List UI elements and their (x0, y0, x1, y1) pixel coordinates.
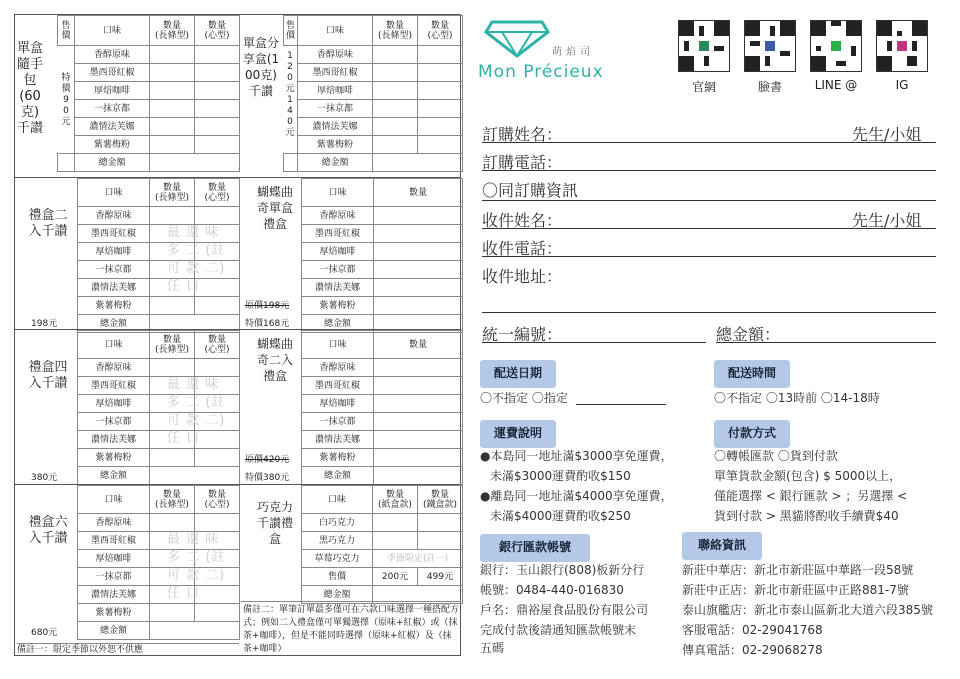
shipping-line: 未滿$4000運費酌收$250 (490, 509, 631, 523)
bank-line: 五碼 (480, 641, 505, 655)
total-amount-label: 總金額： (716, 325, 781, 344)
flavor-cell: 厚焙咖啡 (302, 395, 374, 413)
label-gift-2: 禮盒二入千讃 (28, 208, 68, 239)
contact-line: 新莊中正店：新北市新莊區中正路881-7號 (682, 583, 909, 597)
bank-line: 完成付款後請通知匯款帳號末 (480, 623, 637, 637)
label-butterfly-single: 蝴蝶曲奇單盒禮盒 (256, 185, 293, 231)
qty-input[interactable] (195, 514, 240, 532)
header-qty-long: 數量 (長條型) (150, 486, 195, 514)
block-single-box (15, 15, 460, 177)
header-qty-heart: 數量 (心型) (195, 179, 240, 207)
vat-label: 統一編號： (482, 325, 563, 344)
qty-input[interactable] (150, 449, 195, 467)
flavor-cell: 厚焙咖啡 (78, 550, 150, 568)
note-1: 備註一：限定季節以外恕不供應 (17, 643, 239, 657)
contact-line: 傳真電話：02-29068278 (682, 643, 823, 657)
flavor-cell: 香醇原味 (78, 207, 150, 225)
table-butterfly-double (301, 330, 463, 485)
price-iron: 499元 (418, 568, 463, 586)
header-qty-paper: 數量 (紙盒款) (373, 486, 418, 514)
block-gift-4 (15, 329, 460, 484)
qty-input[interactable] (150, 297, 195, 315)
flavor-cell: 墨西哥紅椒 (302, 377, 374, 395)
order-phone-label: 訂購電話： (482, 153, 563, 172)
qty-input[interactable] (195, 46, 240, 64)
qty-input[interactable] (150, 604, 195, 622)
header-qty-heart: 數量 (心型) (418, 16, 463, 46)
flavor-cell: 墨西哥紅椒 (78, 532, 150, 550)
qty-input[interactable] (373, 100, 418, 118)
total-label: 總金額 (78, 315, 150, 333)
qty-input[interactable] (418, 64, 463, 82)
payment-line: 僅能選擇 < 銀行匯款 > ；另選擇 < (714, 489, 908, 503)
flavor-cell: 厚焙咖啡 (302, 243, 374, 261)
note-2: 備註二：單筆訂單最多僅可在六款口味選擇一種搭配方式；例如二入禮盒僅可單獨選擇（原味+紅椒）或（抹茶+咖啡），但是不能同時選擇（原味+紅椒）及（抹茶+咖啡） (241, 601, 461, 658)
flavor-cell: 濃情法芙娜 (298, 118, 373, 136)
flavor-cell: 香醇原味 (75, 46, 150, 64)
recipient-phone-input[interactable] (482, 256, 936, 257)
payment-line: 單筆貨款金額(包含) $ 5000以上， (714, 469, 902, 483)
flavor-cell: 濃情法芙娜 (78, 431, 150, 449)
order-name-input[interactable] (482, 142, 936, 143)
header-qty-long: 數量 (長條型) (150, 16, 195, 46)
qty-input[interactable] (150, 359, 195, 377)
diamond-logo-icon (484, 16, 550, 58)
bank-line: 銀行：玉山銀行(808)板新分行 (480, 563, 645, 577)
brand-cn: 萌焰司 (552, 47, 594, 58)
qty-input[interactable] (195, 82, 240, 100)
flavor-cell: 紫薯梅粉 (78, 297, 150, 315)
price-paper: 200元 (373, 568, 418, 586)
flavor-cell: 紫薯梅粉 (298, 136, 373, 154)
qty-input[interactable] (418, 46, 463, 64)
qty-input[interactable] (374, 395, 463, 413)
flavor-cell: 厚焙咖啡 (78, 243, 150, 261)
total-input[interactable] (150, 154, 240, 172)
qty-input[interactable] (374, 207, 463, 225)
contact-line: 客服電話：02-29041768 (682, 623, 823, 637)
delivery-date-options[interactable]: 〇不指定 〇指定 (480, 391, 568, 405)
qty-input[interactable] (195, 136, 240, 154)
order-table-panel (14, 14, 461, 656)
flavor-cell: 墨西哥紅椒 (78, 225, 150, 243)
header-qty-long: 數量 (長條型) (373, 16, 418, 46)
flavor-cell: 濃情法芙娜 (75, 118, 150, 136)
info-panel (470, 0, 960, 679)
seasonal-note: 季節限定(註一) (373, 550, 463, 568)
qr-instagram-icon[interactable] (876, 20, 928, 72)
qty-input[interactable] (373, 532, 418, 550)
total-amount-input[interactable] (716, 342, 936, 343)
qty-input[interactable] (150, 514, 195, 532)
qty-input[interactable] (374, 449, 463, 467)
qty-input[interactable] (150, 82, 195, 100)
header-flavor: 口味 (302, 486, 373, 514)
price-120-140: 120元140元 (285, 51, 295, 138)
qty-input[interactable] (195, 118, 240, 136)
payment-title: 付款方式 (714, 420, 790, 448)
qty-input[interactable] (374, 431, 463, 449)
qty-input[interactable] (150, 64, 195, 82)
contact-title: 聯絡資訊 (682, 532, 762, 560)
flavor-cell: 厚焙咖啡 (78, 395, 150, 413)
shipping-line: 未滿$3000運費酌收$150 (490, 469, 631, 483)
qty-input[interactable] (195, 359, 240, 377)
flavor-cell: 濃情法芙娜 (302, 279, 374, 297)
flavor-cell: 厚焙咖啡 (298, 82, 373, 100)
flavor-cell: 一抹京都 (298, 100, 373, 118)
delivery-time-options[interactable]: 〇不指定 〇13時前 〇14-18時 (714, 391, 880, 405)
watermark: 最 還 味 多 二 (註 可 款 二) 任 口 (167, 532, 226, 601)
qty-input[interactable] (374, 261, 463, 279)
payment-line: 貨到付款 > 黑貓將酌收手續費$40 (714, 509, 899, 523)
block-gift-2 (15, 177, 460, 329)
label-chocolate: 巧克力千讃禮盒 (256, 500, 293, 546)
label-single-pack: 單盒隨手包(60克)千讃 (17, 41, 44, 136)
qty-input[interactable] (373, 136, 418, 154)
qr-label: LINE @ (814, 78, 858, 92)
header-qty-long: 數量 (長條型) (150, 179, 195, 207)
header-qty-long: 數量 (長條型) (150, 331, 195, 359)
flavor-cell: 香醇原味 (78, 359, 150, 377)
order-phone-input[interactable] (482, 170, 936, 171)
recipient-name-label: 收件姓名： (482, 211, 563, 230)
total-input[interactable] (374, 467, 463, 485)
shipping-title: 運費說明 (480, 420, 556, 448)
qty-input[interactable] (150, 46, 195, 64)
flavor-cell: 厚焙咖啡 (75, 82, 150, 100)
sale-price: 特價168元 (245, 319, 290, 329)
flavor-cell: 濃情法芙娜 (302, 431, 374, 449)
qty-input[interactable] (150, 100, 195, 118)
flavor-cell: 一抹京都 (78, 261, 150, 279)
title-suffix: 先生/小姐 (852, 125, 922, 144)
flavor-cell: 濃情法芙娜 (78, 586, 150, 604)
brand-name: Mon Précieux (478, 62, 604, 82)
qty-input[interactable] (150, 136, 195, 154)
contact-line: 新莊中華店：新北市新莊區中華路一段58號 (682, 563, 914, 577)
flavor-cell: 紫薯梅粉 (78, 449, 150, 467)
header-flavor: 口味 (75, 16, 150, 46)
qty-input[interactable] (374, 377, 463, 395)
price-90: 特價90元 (61, 73, 71, 127)
label-butterfly-double: 蝴蝶曲奇二入禮盒 (256, 337, 293, 383)
flavor-cell: 墨西哥紅椒 (302, 225, 374, 243)
sale-price: 特價380元 (245, 473, 290, 483)
qty-input[interactable] (373, 514, 418, 532)
qty-input[interactable] (195, 297, 240, 315)
qty-input[interactable] (374, 243, 463, 261)
qty-input[interactable] (374, 297, 463, 315)
flavor-cell: 紫薯梅粉 (302, 449, 374, 467)
header-qty-heart: 數量 (心型) (195, 486, 240, 514)
qty-input[interactable] (373, 46, 418, 64)
same-info-checkbox[interactable]: 〇同訂購資訊 (482, 181, 579, 200)
flavor-cell: 一抹京都 (78, 568, 150, 586)
price-380: 380元 (31, 473, 58, 483)
qty-input[interactable] (150, 118, 195, 136)
qty-input[interactable] (418, 100, 463, 118)
qty-input[interactable] (195, 64, 240, 82)
header-price: 售價 (284, 16, 298, 46)
qty-input[interactable] (373, 82, 418, 100)
header-flavor: 口味 (298, 16, 373, 46)
total-input[interactable] (150, 467, 240, 485)
header-flavor: 口味 (302, 179, 374, 207)
flavor-cell: 黑巧克力 (302, 532, 373, 550)
order-name-label: 訂購姓名： (482, 125, 563, 144)
header-flavor: 口味 (78, 179, 150, 207)
qr-facebook-icon[interactable] (744, 20, 796, 72)
bank-line: 戶名：鼎裕屋食品股份有限公司 (480, 603, 649, 617)
price-label: 售價 (302, 568, 373, 586)
qty-input[interactable] (150, 207, 195, 225)
table-chocolate (301, 485, 463, 604)
watermark: 最 還 味 多 二 (註 可 款 二) 任 口 (167, 377, 226, 446)
qty-input[interactable] (195, 100, 240, 118)
bank-line: 帳號：0484-440-016830 (480, 583, 624, 597)
qty-input[interactable] (418, 136, 463, 154)
qty-input[interactable] (418, 82, 463, 100)
watermark: 最 還 味 多 二 (註 可 款 二) 任 口 (167, 225, 226, 294)
payment-options[interactable]: 〇轉帳匯款 〇貨到付款 (714, 449, 838, 463)
label-gift-4: 禮盒四入千讃 (28, 360, 68, 391)
divider (482, 200, 936, 201)
recipient-name-input[interactable] (482, 228, 936, 229)
delivery-date-input[interactable] (576, 404, 666, 405)
flavor-cell: 白巧克力 (302, 514, 373, 532)
header-qty-iron: 數量 (鐵盒款) (418, 486, 463, 514)
header-price: 售價 (58, 16, 75, 46)
qr-line-icon[interactable] (810, 20, 862, 72)
table-single-right (283, 15, 463, 172)
label-gift-6: 禮盒六入千讃 (28, 515, 68, 546)
price-680: 680元 (31, 628, 58, 638)
contact-line: 泰山旗艦店：新北市泰山區新北大道六段385號 (682, 603, 933, 617)
address-input[interactable] (482, 312, 936, 313)
flavor-cell: 香醇原味 (298, 46, 373, 64)
flavor-cell: 草莓巧克力 (302, 550, 373, 568)
qty-input[interactable] (195, 449, 240, 467)
shipping-line: ●本島同一地址滿$3000享免運費， (480, 449, 673, 463)
qty-input[interactable] (374, 413, 463, 431)
total-label: 總金額 (298, 154, 373, 172)
flavor-cell: 濃情法芙娜 (78, 279, 150, 297)
header-flavor: 口味 (78, 486, 150, 514)
header-flavor: 口味 (302, 331, 374, 359)
shipping-line: ●離島同一地址滿$4000享免運費， (480, 489, 673, 503)
qty-input[interactable] (195, 207, 240, 225)
total-label: 總金額 (302, 467, 374, 485)
recipient-phone-label: 收件電話： (482, 239, 563, 258)
address-label: 收件地址： (482, 267, 563, 286)
flavor-cell: 紫薯梅粉 (78, 604, 150, 622)
total-input[interactable] (373, 154, 463, 172)
qr-label: IG (895, 78, 909, 92)
orig-price: 原價198元 (245, 301, 290, 311)
delivery-date-title: 配送日期 (480, 360, 556, 388)
flavor-cell: 一抹京都 (302, 413, 374, 431)
table-single-left (57, 15, 240, 172)
qty-input[interactable] (418, 118, 463, 136)
label-share-box: 單盒分享盒(100克)千讃 (242, 36, 280, 98)
total-input[interactable] (150, 622, 240, 640)
qty-input[interactable] (373, 64, 418, 82)
block-gift-6 (15, 484, 460, 657)
price-198: 198元 (31, 319, 58, 329)
flavor-cell: 墨西哥紅椒 (75, 64, 150, 82)
qty-input[interactable] (373, 118, 418, 136)
header-qty-heart: 數量 (心型) (195, 331, 240, 359)
qty-input[interactable] (374, 359, 463, 377)
header-qty: 數量 (374, 179, 463, 207)
header-qty: 數量 (374, 331, 463, 359)
total-label: 總金額 (78, 467, 150, 485)
orig-price: 原價420元 (245, 455, 290, 465)
flavor-cell: 墨西哥紅椒 (78, 377, 150, 395)
bank-title: 銀行匯款帳號 (480, 534, 590, 562)
flavor-cell: 紫薯梅粉 (75, 136, 150, 154)
title-suffix: 先生/小姐 (852, 211, 922, 230)
vat-input[interactable] (482, 342, 706, 343)
flavor-cell: 一抹京都 (302, 261, 374, 279)
qty-input[interactable] (374, 225, 463, 243)
qr-label: 官網 (691, 80, 716, 94)
qty-input[interactable] (374, 279, 463, 297)
total-label: 總金額 (75, 154, 150, 172)
header-flavor: 口味 (78, 331, 150, 359)
flavor-cell: 墨西哥紅椒 (298, 64, 373, 82)
qr-website-icon[interactable] (678, 20, 730, 72)
flavor-cell: 紫薯梅粉 (302, 297, 374, 315)
table-butterfly-single (301, 178, 463, 333)
flavor-cell: 香醇原味 (78, 514, 150, 532)
flavor-cell: 一抹京都 (78, 413, 150, 431)
flavor-cell: 一抹京都 (75, 100, 150, 118)
qty-input[interactable] (418, 532, 463, 550)
qr-label: 臉書 (757, 80, 782, 94)
qty-input[interactable] (195, 604, 240, 622)
total-label: 總金額 (78, 622, 150, 640)
total-label: 總金額 (302, 586, 373, 604)
header-qty-heart: 數量 (心型) (195, 16, 240, 46)
flavor-cell: 香醇原味 (302, 207, 374, 225)
total-label: 總金額 (302, 315, 374, 333)
flavor-cell: 香醇原味 (302, 359, 374, 377)
qty-input[interactable] (418, 514, 463, 532)
delivery-time-title: 配送時間 (714, 360, 790, 388)
